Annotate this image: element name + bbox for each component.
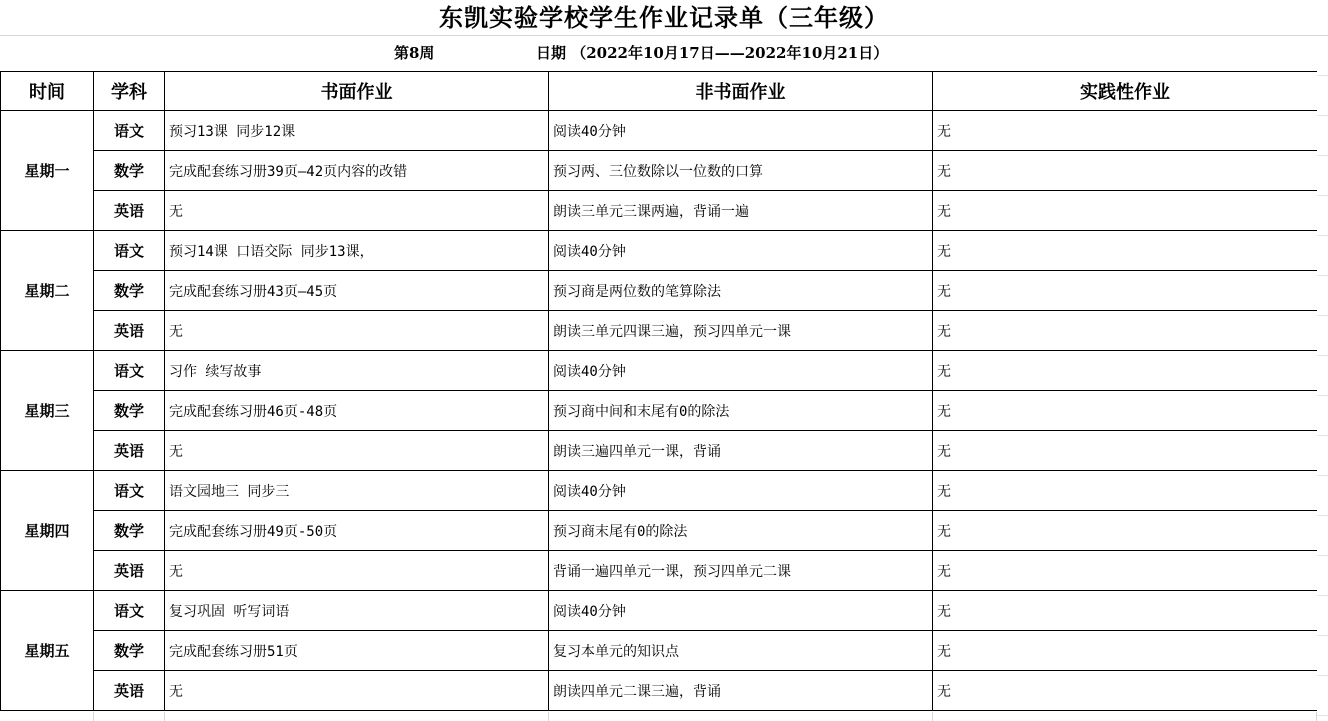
written-cell: 完成配套练习册46页-48页 [165, 391, 549, 431]
day-cell: 星期五 [1, 591, 94, 711]
practice-cell: 无 [933, 151, 1318, 191]
written-cell: 预习14课 口语交际 同步13课， [165, 231, 549, 271]
practice-cell: 无 [933, 351, 1318, 391]
table-row [1, 551, 1318, 591]
subject-cell: 英语 [94, 551, 165, 591]
written-cell: 完成配套练习册49页-50页 [165, 511, 549, 551]
nonwritten-cell: 阅读40分钟 [549, 471, 933, 511]
subject-cell: 语文 [94, 231, 165, 271]
table-row [1, 191, 1318, 231]
practice-cell: 无 [933, 311, 1318, 351]
practice-cell: 无 [933, 471, 1318, 511]
written-cell: 语文园地三 同步三 [165, 471, 549, 511]
subject-cell: 数学 [94, 151, 165, 191]
subject-cell: 英语 [94, 431, 165, 471]
nonwritten-cell: 阅读40分钟 [549, 351, 933, 391]
practice-cell: 无 [933, 551, 1318, 591]
practice-cell: 无 [933, 111, 1318, 151]
nonwritten-cell: 朗读三单元三课两遍，背诵一遍 [549, 191, 933, 231]
table-row [1, 351, 1318, 391]
header-nonwritten: 非书面作业 [549, 72, 933, 111]
written-cell: 完成配套练习册39页—42页内容的改错 [165, 151, 549, 191]
practice-cell: 无 [933, 271, 1318, 311]
table-row [1, 111, 1318, 151]
header-time: 时间 [1, 72, 94, 111]
title-divider [0, 35, 1328, 36]
week-label: 第8周 [394, 44, 435, 62]
practice-cell: 无 [933, 511, 1318, 551]
nonwritten-cell: 朗读三遍四单元一课，背诵 [549, 431, 933, 471]
nonwritten-cell: 预习商末尾有0的除法 [549, 511, 933, 551]
nonwritten-cell: 朗读三单元四课三遍，预习四单元一课 [549, 311, 933, 351]
nonwritten-cell: 朗读四单元二课三遍，背诵 [549, 671, 933, 711]
nonwritten-cell: 阅读40分钟 [549, 591, 933, 631]
gridline [932, 712, 933, 721]
document-title: 东凯实验学校学生作业记录单（三年级） [439, 3, 889, 32]
table-row [1, 591, 1318, 631]
practice-cell: 无 [933, 231, 1318, 271]
header-row [1, 72, 1318, 111]
gridline [1316, 712, 1317, 721]
written-cell: 完成配套练习册43页—45页 [165, 271, 549, 311]
practice-cell: 无 [933, 391, 1318, 431]
table-row [1, 631, 1318, 671]
header-practice: 实践性作业 [933, 72, 1318, 111]
header-written: 书面作业 [165, 72, 549, 111]
written-cell: 预习13课 同步12课 [165, 111, 549, 151]
practice-cell: 无 [933, 631, 1318, 671]
day-cell: 星期三 [1, 351, 94, 471]
sheet-gridlines [1317, 36, 1328, 721]
nonwritten-cell: 预习两、三位数除以一位数的口算 [549, 151, 933, 191]
written-cell: 无 [165, 311, 549, 351]
table-row [1, 231, 1318, 271]
nonwritten-cell: 阅读40分钟 [549, 231, 933, 271]
written-cell: 复习巩固 听写词语 [165, 591, 549, 631]
subject-cell: 语文 [94, 351, 165, 391]
table-row [1, 511, 1318, 551]
date-range: 日期 （2022年10月17日——2022年10月21日） [536, 44, 889, 62]
gridline [164, 712, 165, 721]
subject-cell: 英语 [94, 671, 165, 711]
homework-table [0, 71, 1318, 711]
written-cell: 无 [165, 191, 549, 231]
subject-cell: 数学 [94, 391, 165, 431]
written-cell: 完成配套练习册51页 [165, 631, 549, 671]
written-cell: 无 [165, 671, 549, 711]
practice-cell: 无 [933, 431, 1318, 471]
table-row [1, 431, 1318, 471]
nonwritten-cell: 复习本单元的知识点 [549, 631, 933, 671]
table-row [1, 271, 1318, 311]
written-cell: 习作 续写故事 [165, 351, 549, 391]
subject-cell: 英语 [94, 191, 165, 231]
written-cell: 无 [165, 431, 549, 471]
header-subject: 学科 [94, 72, 165, 111]
nonwritten-cell: 背诵一遍四单元一课，预习四单元二课 [549, 551, 933, 591]
table-row [1, 151, 1318, 191]
table-row [1, 391, 1318, 431]
written-cell: 无 [165, 551, 549, 591]
gridline [93, 712, 94, 721]
subject-cell: 语文 [94, 111, 165, 151]
gridline [548, 712, 549, 721]
subject-cell: 语文 [94, 471, 165, 511]
subject-cell: 语文 [94, 591, 165, 631]
day-cell: 星期二 [1, 231, 94, 351]
practice-cell: 无 [933, 191, 1318, 231]
practice-cell: 无 [933, 591, 1318, 631]
practice-cell: 无 [933, 671, 1318, 711]
subject-cell: 数学 [94, 271, 165, 311]
day-cell: 星期四 [1, 471, 94, 591]
nonwritten-cell: 预习商中间和末尾有0的除法 [549, 391, 933, 431]
table-row [1, 311, 1318, 351]
day-cell: 星期一 [1, 111, 94, 231]
table-row [1, 471, 1318, 511]
subject-cell: 数学 [94, 511, 165, 551]
table-row [1, 671, 1318, 711]
nonwritten-cell: 阅读40分钟 [549, 111, 933, 151]
subject-cell: 英语 [94, 311, 165, 351]
subject-cell: 数学 [94, 631, 165, 671]
nonwritten-cell: 预习商是两位数的笔算除法 [549, 271, 933, 311]
sheet-bottom-gridlines [0, 712, 1328, 721]
